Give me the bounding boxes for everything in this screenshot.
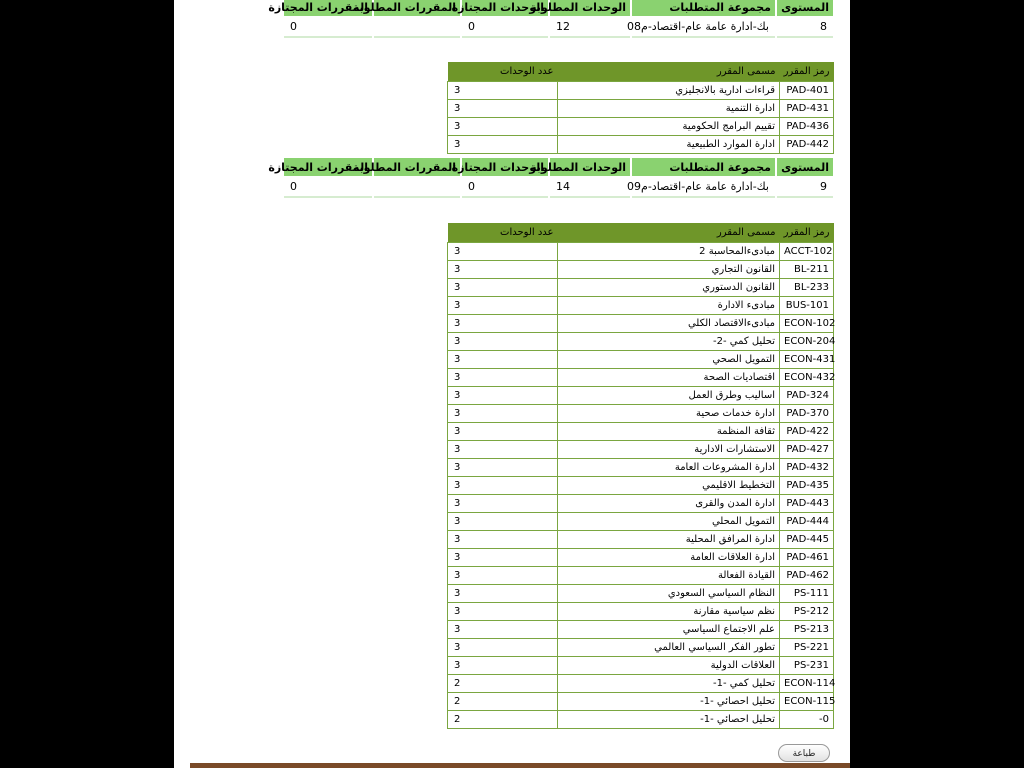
- course-units: 3: [448, 297, 558, 315]
- course-units: 3: [448, 333, 558, 351]
- course-name: ادارة المدن والقرى: [558, 495, 780, 513]
- header-course-name: مسمى المقرر: [558, 223, 780, 243]
- course-row: [448, 279, 834, 297]
- course-units: 3: [448, 621, 558, 639]
- course-units: 3: [448, 441, 558, 459]
- course-name: قراءات ادارية بالانجليزي: [558, 82, 780, 100]
- course-code: PAD-461: [780, 549, 834, 567]
- course-units: 3: [448, 513, 558, 531]
- header-passed-units: الوحدات المجتازة: [462, 158, 548, 176]
- course-units: 3: [448, 118, 558, 136]
- course-row: [448, 513, 834, 531]
- header-level: المستوى: [777, 0, 833, 16]
- course-code: ECON-102: [780, 315, 834, 333]
- course-row: [448, 118, 834, 136]
- course-code: PAD-370: [780, 405, 834, 423]
- course-row: [448, 82, 834, 100]
- course-units: 3: [448, 477, 558, 495]
- course-units: 3: [448, 531, 558, 549]
- required-units-value: 14: [550, 176, 630, 198]
- course-code: PS-213: [780, 621, 834, 639]
- course-code: PAD-435: [780, 477, 834, 495]
- footer-bar: [190, 763, 850, 768]
- course-name: تطور الفكر السياسي العالمي: [558, 639, 780, 657]
- course-row: [448, 243, 834, 261]
- course-row: [448, 333, 834, 351]
- header-course-units: عدد الوحدات: [448, 62, 558, 82]
- course-row: [448, 585, 834, 603]
- course-code: ECON-204: [780, 333, 834, 351]
- course-row: [448, 603, 834, 621]
- course-row: [448, 693, 834, 711]
- course-row: [448, 657, 834, 675]
- summary-row: [284, 16, 833, 38]
- course-name: مبادىءالاقتصاد الكلي: [558, 315, 780, 333]
- course-units: 2: [448, 675, 558, 693]
- course-units: 3: [448, 639, 558, 657]
- course-units: 3: [448, 351, 558, 369]
- summary-header-row: [284, 0, 833, 16]
- course-name: مبادىءالمحاسبة 2: [558, 243, 780, 261]
- course-code: BUS-101: [780, 297, 834, 315]
- course-row: [448, 459, 834, 477]
- course-row: [448, 405, 834, 423]
- header-required-units: الوحدات المطلوبة: [550, 0, 630, 16]
- header-passed-courses: المقررات المجتازة: [284, 158, 372, 176]
- header-required-units: الوحدات المطلوبة: [550, 158, 630, 176]
- course-code: PAD-442: [780, 136, 834, 154]
- header-course-code: رمز المقرر: [780, 62, 834, 82]
- requirements-summary-table: [268, 0, 835, 38]
- group-value: بك-ادارة عامة عام-اقتصاد-م09: [632, 176, 775, 198]
- courses-table: [447, 62, 834, 154]
- course-name: ادارة خدمات صحية: [558, 405, 780, 423]
- course-units: 3: [448, 405, 558, 423]
- course-code: ECON-115: [780, 693, 834, 711]
- course-row: [448, 675, 834, 693]
- course-code: -0: [780, 711, 834, 729]
- course-units: 3: [448, 100, 558, 118]
- print-button[interactable]: طباعة: [778, 744, 830, 762]
- course-row: [448, 100, 834, 118]
- passed-courses-value: 0: [284, 16, 372, 38]
- course-name: ادارة الموارد الطبيعية: [558, 136, 780, 154]
- course-units: 3: [448, 82, 558, 100]
- passed-units-value: 0: [462, 16, 548, 38]
- course-units: 3: [448, 387, 558, 405]
- required-courses-value: [374, 176, 460, 198]
- course-name: القيادة الفعالة: [558, 567, 780, 585]
- course-code: ECON-432: [780, 369, 834, 387]
- course-row: [448, 711, 834, 729]
- course-code: PAD-436: [780, 118, 834, 136]
- course-code: PAD-462: [780, 567, 834, 585]
- course-name: العلاقات الدولية: [558, 657, 780, 675]
- course-units: 3: [448, 279, 558, 297]
- course-row: [448, 531, 834, 549]
- course-units: 3: [448, 657, 558, 675]
- course-code: PS-212: [780, 603, 834, 621]
- course-name: ادارة التنمية: [558, 100, 780, 118]
- course-units: 3: [448, 423, 558, 441]
- summary-row: [284, 176, 833, 198]
- course-name: اساليب وطرق العمل: [558, 387, 780, 405]
- course-name: النظام السياسي السعودي: [558, 585, 780, 603]
- header-group: مجموعة المتطلبات: [632, 0, 775, 16]
- course-units: 3: [448, 261, 558, 279]
- course-code: PAD-422: [780, 423, 834, 441]
- course-row: [448, 621, 834, 639]
- course-code: PAD-445: [780, 531, 834, 549]
- course-name: تحليل كمي -1-: [558, 675, 780, 693]
- course-code: PAD-427: [780, 441, 834, 459]
- course-name: التمويل الصحي: [558, 351, 780, 369]
- header-group: مجموعة المتطلبات: [632, 158, 775, 176]
- course-code: PS-111: [780, 585, 834, 603]
- course-row: [448, 369, 834, 387]
- course-row: [448, 549, 834, 567]
- course-row: [448, 495, 834, 513]
- course-units: 3: [448, 243, 558, 261]
- course-name: تحليل كمي -2-: [558, 333, 780, 351]
- course-row: [448, 387, 834, 405]
- header-level: المستوى: [777, 158, 833, 176]
- course-units: 3: [448, 369, 558, 387]
- summary-header-row: [284, 158, 833, 176]
- course-name: تحليل احصائي -1-: [558, 711, 780, 729]
- course-name: نظم سياسية مقارنة: [558, 603, 780, 621]
- course-name: التمويل المحلي: [558, 513, 780, 531]
- course-units: 3: [448, 549, 558, 567]
- header-passed-units: الوحدات المجتازة: [462, 0, 548, 16]
- course-code: PS-231: [780, 657, 834, 675]
- course-row: [448, 441, 834, 459]
- course-code: PAD-431: [780, 100, 834, 118]
- course-code: PAD-324: [780, 387, 834, 405]
- course-row: [448, 297, 834, 315]
- course-row: [448, 261, 834, 279]
- report-page: [174, 0, 850, 768]
- header-course-code: رمز المقرر: [780, 223, 834, 243]
- course-code: PAD-401: [780, 82, 834, 100]
- header-course-name: مسمى المقرر: [558, 62, 780, 82]
- header-required-courses: المقررات المطلوبة: [374, 158, 460, 176]
- required-courses-value: [374, 16, 460, 38]
- course-name: التخطيط الاقليمي: [558, 477, 780, 495]
- course-name: ثقافة المنظمة: [558, 423, 780, 441]
- course-name: ادارة العلاقات العامة: [558, 549, 780, 567]
- course-code: PS-221: [780, 639, 834, 657]
- course-code: PAD-432: [780, 459, 834, 477]
- course-units: 2: [448, 693, 558, 711]
- level-value: 9: [777, 176, 833, 198]
- course-row: [448, 567, 834, 585]
- course-name: القانون الدستوري: [558, 279, 780, 297]
- course-code: BL-211: [780, 261, 834, 279]
- course-row: [448, 423, 834, 441]
- course-code: PAD-444: [780, 513, 834, 531]
- course-units: 3: [448, 567, 558, 585]
- course-units: 3: [448, 315, 558, 333]
- group-value: بك-ادارة عامة عام-اقتصاد-م08: [632, 16, 775, 38]
- course-name: الاستشارات الادارية: [558, 441, 780, 459]
- course-units: 3: [448, 136, 558, 154]
- course-name: ادارة المشروعات العامة: [558, 459, 780, 477]
- passed-courses-value: 0: [284, 176, 372, 198]
- course-code: PAD-443: [780, 495, 834, 513]
- header-passed-courses: المقررات المجتازة: [284, 0, 372, 16]
- course-code: ACCT-102: [780, 243, 834, 261]
- course-name: ادارة المرافق المحلية: [558, 531, 780, 549]
- course-name: تحليل احصائي -1-: [558, 693, 780, 711]
- course-row: [448, 639, 834, 657]
- header-required-courses: المقررات المطلوبة: [374, 0, 460, 16]
- course-units: 3: [448, 495, 558, 513]
- course-row: [448, 136, 834, 154]
- course-row: [448, 351, 834, 369]
- level-value: 8: [777, 16, 833, 38]
- course-code: BL-233: [780, 279, 834, 297]
- required-units-value: 12: [550, 16, 630, 38]
- course-name: تقييم البرامج الحكومية: [558, 118, 780, 136]
- course-code: ECON-431: [780, 351, 834, 369]
- courses-header-row: [448, 223, 834, 243]
- course-units: 3: [448, 603, 558, 621]
- passed-units-value: 0: [462, 176, 548, 198]
- header-course-units: عدد الوحدات: [448, 223, 558, 243]
- course-name: مبادىء الادارة: [558, 297, 780, 315]
- course-units: 3: [448, 585, 558, 603]
- course-row: [448, 477, 834, 495]
- course-units: 3: [448, 459, 558, 477]
- courses-table: [447, 223, 834, 729]
- course-name: علم الاجتماع السياسي: [558, 621, 780, 639]
- course-name: اقتصاديات الصحة: [558, 369, 780, 387]
- requirements-summary-table: [268, 158, 835, 198]
- course-code: ECON-114: [780, 675, 834, 693]
- course-row: [448, 315, 834, 333]
- course-name: القانون التجاري: [558, 261, 780, 279]
- course-units: 2: [448, 711, 558, 729]
- courses-header-row: [448, 62, 834, 82]
